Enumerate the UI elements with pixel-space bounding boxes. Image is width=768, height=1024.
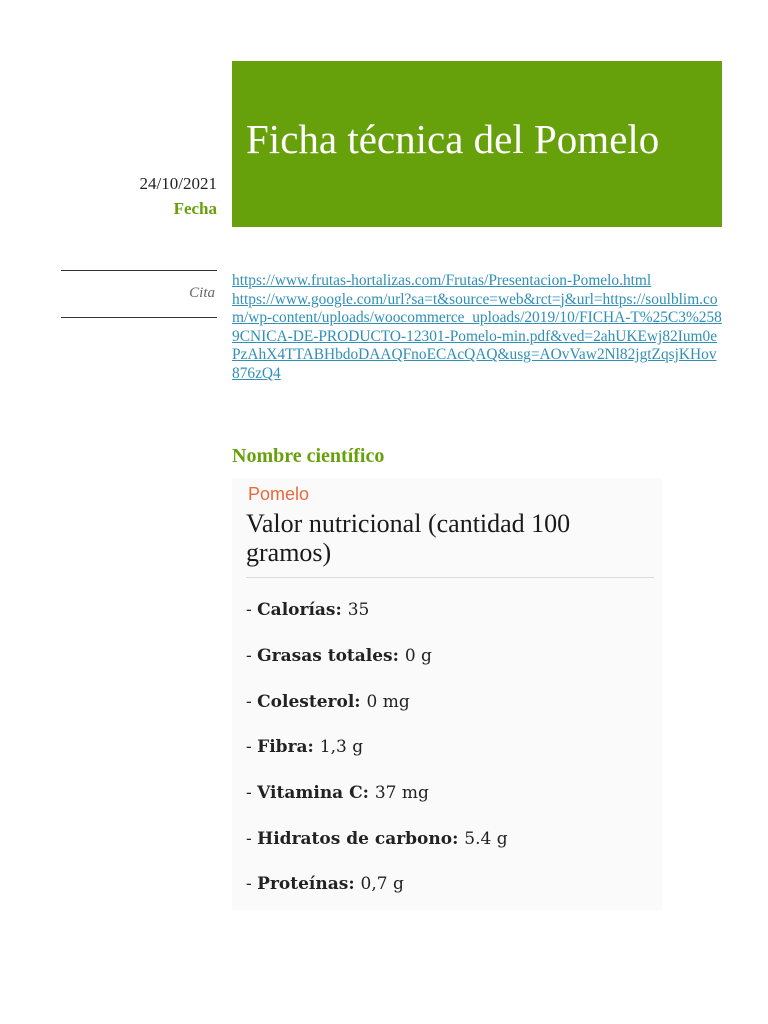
- nutrient-name: Calorías: [257, 600, 336, 620]
- citation-link-frutas-hortalizas[interactable]: https://www.frutas-hortalizas.com/Frutas/Presentacion-Pomelo.html: [232, 272, 652, 289]
- nutrient-item: [246, 874, 404, 894]
- nutrient-separator: :: [452, 829, 465, 849]
- title-banner: [232, 61, 722, 227]
- nutrient-separator: :: [307, 737, 320, 757]
- citation-links: [232, 272, 722, 384]
- nutrient-value: 35: [347, 600, 370, 620]
- nutrient-item: [246, 829, 508, 849]
- date-label: Fecha: [173, 199, 217, 218]
- nutrient-prefix: -: [246, 783, 258, 803]
- nutrition-card-fruit: Pomelo: [248, 484, 310, 504]
- nutrition-card-divider: [246, 577, 654, 578]
- nutrient-separator: :: [362, 783, 375, 803]
- scientific-name-heading: Nombre científico: [232, 445, 385, 467]
- citation-top-rule: [61, 270, 217, 271]
- document-date: 24/10/2021: [139, 174, 217, 193]
- nutrient-name: Proteínas: [257, 874, 349, 894]
- nutrient-value: 5.4 g: [464, 829, 508, 849]
- nutrient-prefix: -: [246, 692, 258, 712]
- nutrient-item: [246, 600, 369, 620]
- nutrient-separator: :: [348, 874, 361, 894]
- citation-label: Cita: [189, 285, 215, 301]
- nutrient-name: Grasas totales: [257, 646, 393, 666]
- nutrient-prefix: -: [246, 646, 258, 666]
- nutrient-name: Fibra: [257, 737, 308, 757]
- nutrient-name: Vitamina C: [257, 783, 363, 803]
- nutrient-name: Colesterol: [257, 692, 355, 712]
- nutrient-item: [246, 692, 410, 712]
- nutrient-name: Hidratos de carbono: [257, 829, 453, 849]
- nutrient-value: 1,3 g: [319, 737, 364, 757]
- nutrition-card-title: Valor nutricional (cantidad 100 gramos): [246, 509, 571, 567]
- nutrient-separator: :: [335, 600, 348, 620]
- nutrient-value: 0,7 g: [360, 874, 404, 894]
- nutrient-item: [246, 737, 363, 757]
- nutrition-card-image: [232, 478, 662, 910]
- citation-link-google[interactable]: https://www.google.com/url?sa=t&source=web&rct=j&url=https://soulblim.com/wp-content/uploads/woocommerce_uploads/2019/10/FICHA-T%25C3%2589CNICA-DE-PRODUCTO-12301-Pomelo-min.pdf&ved=2ahUKEwj82Ium0ePzAhX4TTABHbdoDAAQFnoECAcQAQ&usg=AOvVaw2Nl82jgtZqsjKHov876zQ4: [232, 290, 722, 382]
- nutrient-separator: :: [354, 692, 367, 712]
- nutrient-prefix: -: [246, 737, 258, 757]
- nutrient-prefix: -: [246, 874, 258, 894]
- nutrient-prefix: -: [246, 829, 258, 849]
- nutrient-value: 0 g: [404, 646, 432, 666]
- page-title: Ficha técnica del Pomelo: [246, 116, 660, 162]
- nutrient-value: 37 mg: [374, 783, 429, 803]
- nutrient-value: 0 mg: [366, 692, 410, 712]
- nutrient-item: [246, 783, 429, 803]
- citation-bottom-rule: [61, 317, 217, 318]
- nutrient-separator: :: [392, 646, 405, 666]
- nutrient-prefix: -: [246, 600, 258, 620]
- nutrient-item: [246, 646, 432, 666]
